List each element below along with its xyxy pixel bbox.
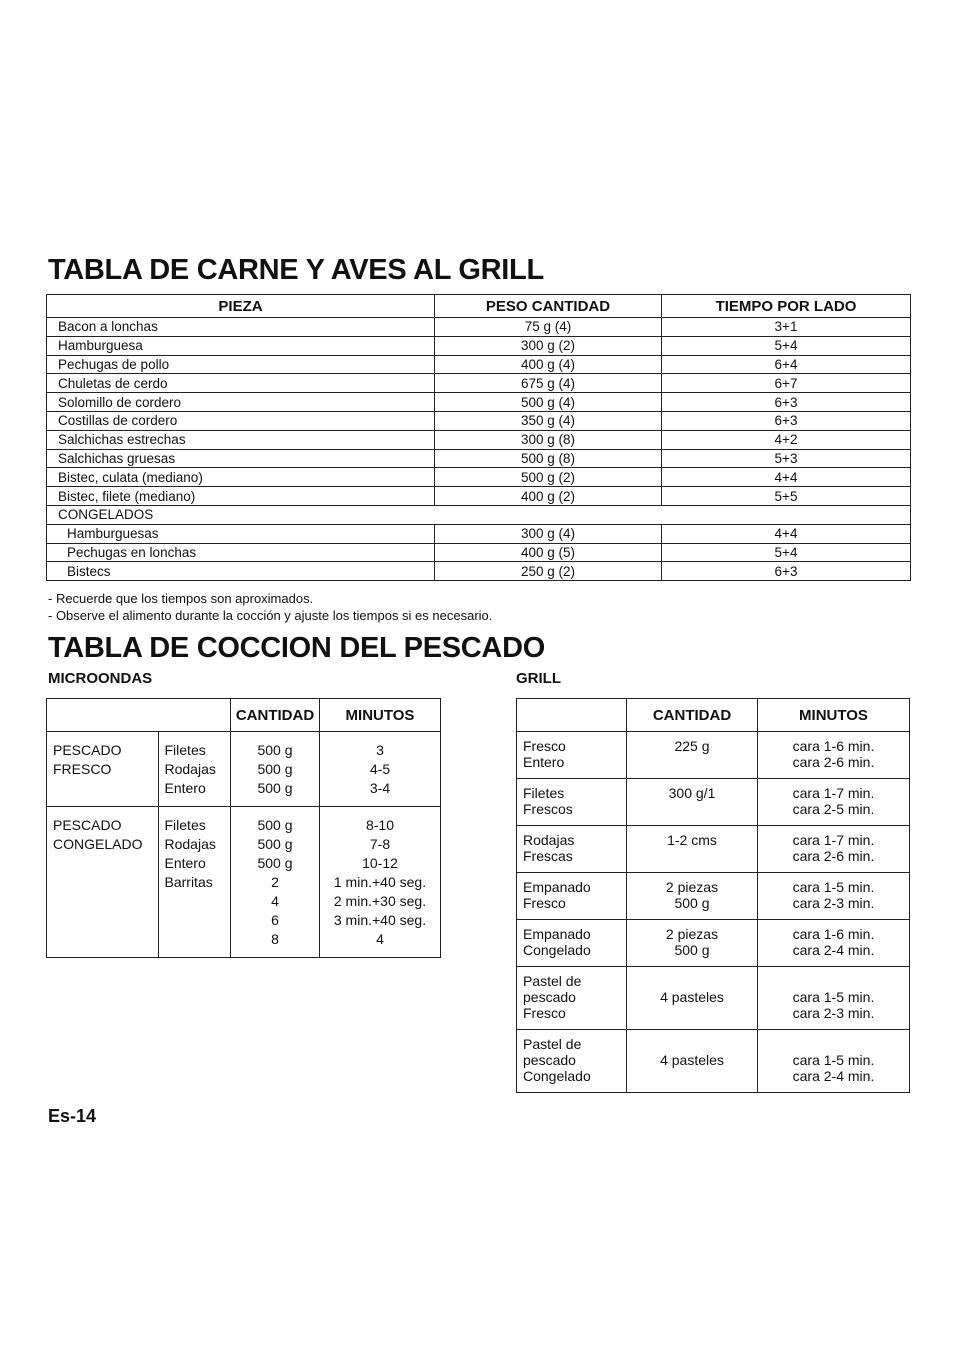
table-row [47,487,911,506]
cell-line: Filetes [523,785,565,801]
table-row [517,873,910,920]
cell-line: 6 [271,912,279,928]
column-header-type [158,699,231,732]
fish-table-title: TABLA DE COCCION DEL PESCADO [48,632,545,664]
cell-line: 4 pasteles [660,1052,724,1068]
cell-tiempo: 6+3 [662,562,911,581]
cell-line: cara 1-5 min. [792,989,875,1005]
table-row [47,430,911,449]
column-header-tiempo: TIEMPO POR LADO [662,295,911,318]
cell-line: 2 piezas [665,926,719,942]
cell-line: 1 min.+40 seg. [333,874,427,890]
cell-item [517,1030,627,1093]
cell-line: PESCADO [53,742,122,758]
cell-line: Barritas [164,874,213,890]
cell-peso: 300 g (4) [435,524,662,543]
cell-line: 7-8 [369,836,391,852]
cell-line: 4-5 [369,761,391,777]
cell-kind [47,807,159,958]
cell-tiempo: 5+5 [662,487,911,506]
meat-grill-table [46,294,911,581]
cell-line: cara 2-4 min. [792,1068,875,1084]
cell-item [517,826,627,873]
cell-line: 4 [376,931,384,947]
cell-line: 2 [271,874,279,890]
cell-minutos [758,967,910,1030]
cell-peso: 400 g (4) [435,355,662,374]
cell-cantidad [627,920,758,967]
column-header-item [517,699,627,732]
cell-line: 8 [271,931,279,947]
cell-line: Rodajas [164,836,216,852]
grill-table-body [517,732,910,1093]
cell-tiempo: 4+4 [662,468,911,487]
grill-label: GRILL [516,670,561,687]
cell-line: 500 g [257,817,293,833]
cell-pieza: Pechugas en lonchas [47,543,435,562]
note-1: - Recuerde que los tiempos son aproximados. [48,591,314,606]
table-row [47,318,911,337]
cell-minutos [758,920,910,967]
cell-line: 500 g [257,855,293,871]
frozen-group-row [47,505,911,524]
cell-item [517,732,627,779]
cell-pieza: Bistecs [47,562,435,581]
cell-line: 2 min.+30 seg. [333,893,427,909]
cell-tiempo: 5+4 [662,336,911,355]
cell-line: CONGELADO [53,836,143,852]
table-row [47,374,911,393]
column-header-cantidad: CANTIDAD [231,699,320,732]
cell-line: 500 g [257,780,293,796]
cell-line: cara 2-4 min. [792,942,875,958]
table-row [517,920,910,967]
cell-line: Pastel de [523,973,582,989]
table-row [47,524,911,543]
meat-table-title: TABLA DE CARNE Y AVES AL GRILL [48,254,544,286]
notes [48,590,492,624]
cell-peso: 500 g (2) [435,468,662,487]
column-header-kind [47,699,159,732]
cell-minutos [758,826,910,873]
cell-line: 8-10 [365,817,395,833]
table-row [47,732,441,807]
table-row [47,411,911,430]
cell-pieza: Hamburguesa [47,336,435,355]
table-row [517,826,910,873]
cell-line: FRESCO [53,761,112,777]
cell-line: Fresco [523,895,566,911]
cell-cantidad [627,1030,758,1093]
cell-line: Rodajas [164,761,216,777]
cell-cantidad [627,873,758,920]
cell-pieza: Solomillo de cordero [47,393,435,412]
cell-peso: 250 g (2) [435,562,662,581]
column-header-pieza: PIEZA [47,295,435,318]
cell-tiempo: 6+7 [662,374,911,393]
cell-tiempo: 5+3 [662,449,911,468]
cell-line: cara 1-7 min. [792,785,875,801]
cell-minutos [758,732,910,779]
cell-cantidad [627,967,758,1030]
cell-line: Rodajas [523,832,575,848]
cell-line: cara 2-5 min. [792,801,875,817]
cell-tiempo: 6+3 [662,393,911,412]
cell-item [517,779,627,826]
table-row [47,355,911,374]
table-row [47,543,911,562]
cell-pieza: Salchichas gruesas [47,449,435,468]
cell-line: Pastel de [523,1036,582,1052]
microwave-fish-table [46,698,441,958]
cell-peso: 400 g (5) [435,543,662,562]
cell-kind [47,732,159,807]
cell-pieza: Bacon a lonchas [47,318,435,337]
cell-tiempo: 6+3 [662,411,911,430]
cell-line: 300 g/1 [668,785,716,801]
cell-line: 3 [376,742,384,758]
cell-line: 4 [271,893,279,909]
cell-line: 500 g [674,895,710,911]
cell-line: 500 g [257,761,293,777]
page-number: Es-14 [48,1106,97,1126]
table-header-row [47,699,441,732]
note-2: - Observe el alimento durante la cocción y ajuste los tiempos si es necesario. [48,608,493,623]
cell-line: cara 2-3 min. [792,1005,875,1021]
grill-fish-table [516,698,910,1093]
cell-pieza: Costillas de cordero [47,411,435,430]
cell-line: 500 g [674,942,710,958]
cell-line: 3 min.+40 seg. [333,912,427,928]
cell-pieza: Bistec, culata (mediano) [47,468,435,487]
cell-line: 10-12 [362,855,398,871]
cell-line: 225 g [674,738,710,754]
cell-line: cara 2-6 min. [792,754,875,770]
table-row [47,468,911,487]
column-header-minutos: MINUTOS [320,699,441,732]
cell-peso: 350 g (4) [435,411,662,430]
cell-item [517,873,627,920]
cell-line: Frescas [523,848,573,864]
cell-type [158,807,231,958]
cell-pieza: Salchichas estrechas [47,430,435,449]
table-row [47,449,911,468]
cell-tiempo: 4+2 [662,430,911,449]
cell-line: Empanado [523,879,591,895]
cell-line: cara 1-5 min. [792,879,875,895]
cell-line: cara 2-6 min. [792,848,875,864]
cell-cantidad [231,732,320,807]
cell-line: Frescos [523,801,573,817]
column-header-minutos: MINUTOS [758,699,910,732]
cell-pieza: Bistec, filete (mediano) [47,487,435,506]
cell-line: PESCADO [53,817,122,833]
cell-pieza: Hamburguesas [47,524,435,543]
cell-minutos [758,779,910,826]
cell-line: cara 1-6 min. [792,738,875,754]
cell-peso: 500 g (4) [435,393,662,412]
cell-line: pescado [523,1052,576,1068]
microwave-label: MICROONDAS [48,670,153,687]
cell-line: Entero [164,855,206,871]
cell-line: 500 g [257,836,293,852]
cell-pieza: Pechugas de pollo [47,355,435,374]
cell-line: 500 g [257,742,293,758]
cell-cantidad [627,826,758,873]
cell-peso: 675 g (4) [435,374,662,393]
cell-line: Congelado [523,942,591,958]
cell-minutos [758,1030,910,1093]
column-header-peso: PESO CANTIDAD [435,295,662,318]
table-row [47,393,911,412]
cell-tiempo: 3+1 [662,318,911,337]
cell-peso: 300 g (2) [435,336,662,355]
cell-cantidad [231,807,320,958]
cell-line: Empanado [523,926,591,942]
cell-minutos [320,732,441,807]
cell-tiempo: 5+4 [662,543,911,562]
cell-peso: 300 g (8) [435,430,662,449]
cell-line: cara 1-6 min. [792,926,875,942]
table-row [47,336,911,355]
cell-type [158,732,231,807]
table-row [517,1030,910,1093]
cell-cantidad [627,732,758,779]
cell-peso: 75 g (4) [435,318,662,337]
table-row [517,732,910,779]
cell-peso: 500 g (8) [435,449,662,468]
table-row [47,807,441,958]
cell-cantidad [627,779,758,826]
cell-line: 2 piezas [665,879,719,895]
cell-tiempo: 4+4 [662,524,911,543]
cell-line: Entero [164,780,206,796]
table-header-row [517,699,910,732]
cell-line: pescado [523,989,576,1005]
cell-line: Filetes [164,817,206,833]
cell-line: 1-2 cms [667,832,717,848]
table-row [517,967,910,1030]
cell-line: cara 2-3 min. [792,895,875,911]
cell-line: Congelado [523,1068,591,1084]
cell-line: Filetes [164,742,206,758]
cell-item [517,920,627,967]
table-header-row [47,295,911,318]
table-row [517,779,910,826]
cell-item [517,967,627,1030]
cell-minutos [320,807,441,958]
frozen-label: CONGELADOS [47,505,911,524]
cell-tiempo: 6+4 [662,355,911,374]
cell-line: Fresco [523,738,566,754]
cell-line: cara 1-5 min. [792,1052,875,1068]
cell-peso: 400 g (2) [435,487,662,506]
microwave-table-body [47,732,441,958]
cell-line: 4 pasteles [660,989,724,1005]
column-header-cantidad: CANTIDAD [627,699,758,732]
cell-line: 3-4 [369,780,391,796]
cell-line: cara 1-7 min. [792,832,875,848]
table-row [47,562,911,581]
meat-table-body [47,318,911,581]
cell-pieza: Chuletas de cerdo [47,374,435,393]
cell-minutos [758,873,910,920]
cell-line: Entero [523,754,565,770]
cell-line: Fresco [523,1005,566,1021]
